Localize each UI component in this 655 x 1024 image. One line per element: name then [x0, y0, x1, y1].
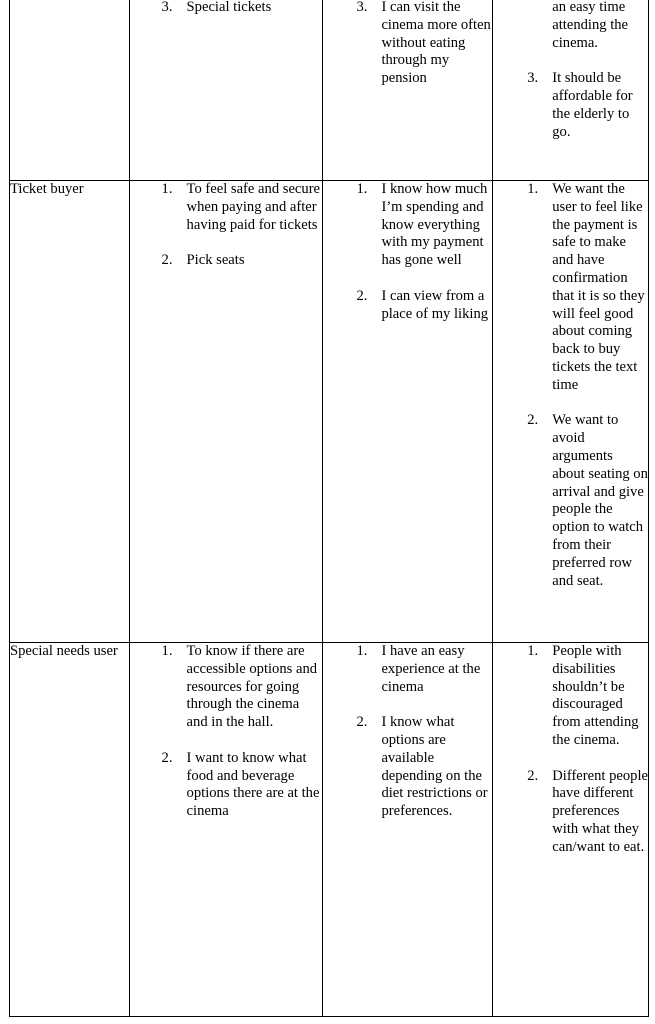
needs-cell — [129, 181, 323, 643]
list-item: 2. We want to avoid arguments about seating on arrival and give people the option to watch from their preferred row and seat. — [527, 412, 648, 589]
outcomes-cell — [323, 0, 493, 181]
outcomes-cell — [323, 181, 493, 643]
needs-cell — [129, 643, 323, 1017]
outcomes-cell — [323, 643, 493, 1017]
needs-cell — [129, 0, 323, 181]
list-item: 3. It should be affordable for the elderly to go. — [527, 70, 633, 140]
list-item: 1. I know how much I’m spending and know everything with my payment has gone well — [356, 181, 488, 269]
list-item: 2. Different people have different preferences with what they can/want to eat. — [527, 767, 649, 855]
list-item: 1. To feel safe and secure when paying and after having paid for tickets — [161, 181, 321, 233]
goals-cell — [493, 181, 649, 643]
list-item: 1. People with disabilities shouldn’t be discouraged from attending the cinema. — [527, 643, 639, 748]
goals-cell — [493, 0, 649, 181]
list-item: 2. I know what options are available depending on the diet restrictions or preferences. — [356, 714, 488, 820]
list-item: 2. I want to know what food and beverage options there are at the cinema — [161, 749, 320, 820]
user-type-cell — [10, 0, 130, 181]
list-item: 2. Pick seats — [161, 252, 245, 269]
list-item: 3. Special tickets — [161, 0, 272, 15]
continued-text: an easy time attending the cinema. — [552, 0, 629, 51]
table-row — [10, 181, 649, 643]
goals-cell — [493, 643, 649, 1017]
list-item: 2. I can view from a place of my liking — [356, 287, 489, 322]
table-row — [10, 643, 649, 1017]
user-type-cell: Special needs user — [10, 643, 130, 1017]
table-row — [10, 0, 649, 181]
list-item: 1. We want the user to feel like the payment is safe to make and have confirmation that it is so they will feel good about coming back to buy tickets the text time — [527, 181, 645, 393]
user-type-cell: Ticket buyer — [10, 181, 130, 643]
list-item: 1. I have an easy experience at the cinema — [356, 643, 481, 695]
user-needs-table — [9, 0, 649, 1017]
list-item: 1. To know if there are accessible options and resources for going through the cinema and in the hall. — [161, 643, 318, 731]
list-item: 3. I can visit the cinema more often without eating through my pension — [356, 0, 491, 87]
